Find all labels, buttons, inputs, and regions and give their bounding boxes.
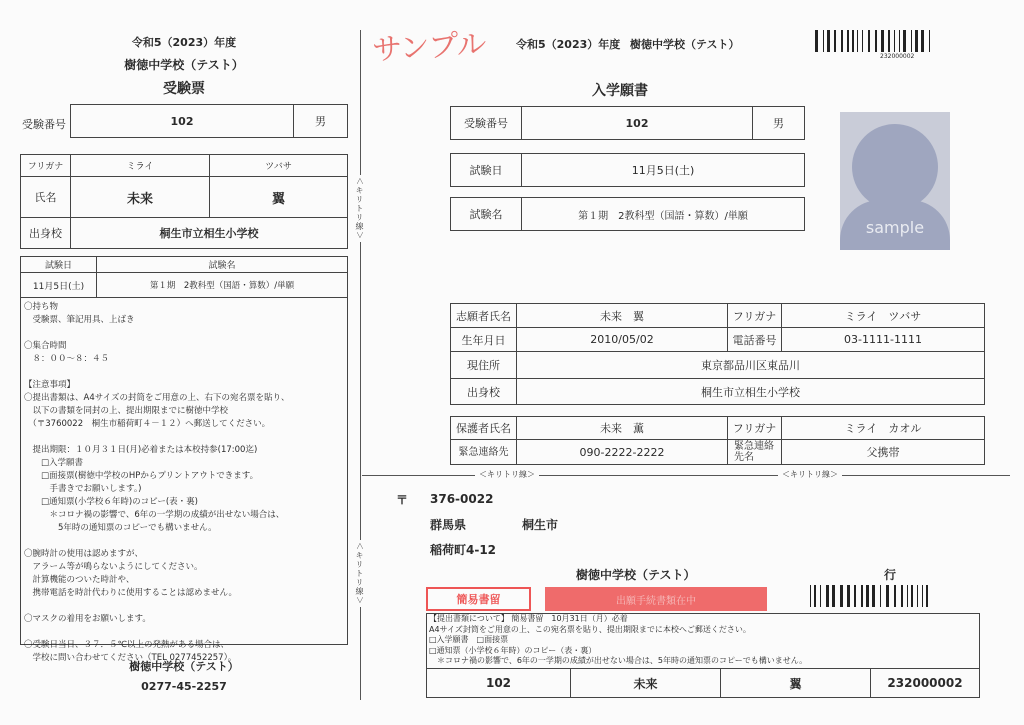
barcode-bar (914, 585, 916, 607)
barcode-bar (812, 585, 813, 607)
dob-label: 生年月日 (450, 327, 517, 352)
postal-code: 376-0022 (430, 492, 494, 506)
mail-note-line: 【提出書類について】 簡易書留 10月31日（月）必着 (429, 614, 628, 623)
date-value: 11月5日(土) (20, 272, 97, 298)
barcode-bar (866, 585, 869, 607)
recipient-honorific: 行 (884, 568, 897, 582)
form-exam-label: 試験名 (450, 197, 522, 231)
name-last: 未来 (70, 176, 210, 218)
simple-registered-badge: 簡易書留 (426, 587, 531, 611)
guardian-label: 保護者氏名 (450, 416, 517, 440)
note-line: □面接票(樹徳中学校のHPからプリントアウトできます。 (24, 471, 259, 481)
note-line (24, 366, 290, 379)
barcode-bar (875, 30, 877, 52)
note-line: 計算機能のついた時計や、 (24, 575, 135, 585)
mail-note-line: A4サイズ封筒をご用意の上、この宛名票を貼り、提出期限までに本校へご郵送ください。 (429, 624, 751, 634)
note-line: ８：００～８：４５ (24, 354, 110, 364)
notes-text (24, 301, 290, 665)
barcode-bar (841, 30, 843, 52)
note-line (24, 327, 290, 340)
furigana-first: ツバサ (209, 154, 348, 177)
photo-head (852, 124, 938, 210)
form-school: 樹徳中学校（テスト） (630, 38, 740, 51)
barcode-bar (915, 30, 918, 52)
ticket-school: 樹徳中学校（テスト） (124, 58, 244, 72)
origin-label: 出身校 (20, 217, 71, 249)
cut-label-right: ＜キリトリ線＞ (778, 469, 842, 480)
barcode-bar (850, 30, 851, 52)
form-exam-number-label: 受験番号 (450, 106, 522, 140)
cut-label-upper: ＜キリトリ線＞ (355, 177, 364, 240)
barcode-bar (885, 30, 887, 52)
origin-value: 桐生市立相生小学校 (70, 217, 348, 249)
barcode-bar (888, 30, 890, 52)
barcode-bar (810, 585, 811, 607)
address-pref: 群馬県 (430, 518, 467, 532)
note-line: 5年時の通知票のコピーでも構いません。 (24, 523, 217, 533)
note-line: （〒3760022 桐生市稲荷町４－１２）へ郵送してください。 (24, 419, 271, 429)
barcode-bar (890, 585, 893, 607)
form-origin-value: 桐生市立相生小学校 (516, 378, 985, 405)
barcode-bar (913, 30, 914, 52)
barcode-bar (861, 585, 863, 607)
barcode-bar (817, 585, 819, 607)
note-line: 〇腕時計の使用は認めますが、 (24, 549, 144, 559)
barcode-bar (904, 585, 906, 607)
note-line: アラーム等が鳴らないようにしてください。 (24, 562, 203, 572)
form-exam-number: 102 (521, 106, 753, 140)
form-year: 令和5（2023）年度 (516, 38, 621, 51)
barcode-bar (903, 30, 906, 52)
barcode-bar (851, 585, 853, 607)
applicant-name: 未来 翼 (516, 303, 728, 328)
red-bar: 出願手続書類在中 (545, 587, 767, 611)
ticket-year: 令和5（2023）年度 (131, 36, 237, 49)
barcode-bar (891, 30, 893, 52)
note-line (24, 431, 290, 444)
horizontal-cut-line (362, 475, 1010, 476)
barcode-bar (929, 585, 930, 607)
barcode-bar (921, 30, 924, 52)
barcode-bar (931, 30, 934, 52)
barcode-bar (926, 585, 928, 607)
barcode-bar (815, 30, 818, 52)
barcode-bar (881, 30, 884, 52)
barcode-bar (929, 30, 930, 52)
mail-note-line: □入学願書 □面接票 (429, 635, 509, 644)
note-line: 手書きでお願いします。) (24, 484, 142, 494)
barcode-bar (822, 585, 825, 607)
footer-school: 樹徳中学校（テスト） (129, 660, 239, 673)
barcode-bar (878, 30, 880, 52)
recipient-school: 樹徳中学校（テスト） (576, 568, 696, 582)
barcode-bar (844, 30, 846, 52)
phone-value: 03-1111-1111 (781, 327, 985, 352)
barcode-bar (827, 30, 830, 52)
note-line: 受験票、筆記用具、上ばき (24, 315, 135, 325)
note-line: 〇受験日当日、３７．５℃以上の発熱がある場合は、 (24, 640, 230, 650)
emergency-label-text: 緊急連絡先 (458, 446, 509, 458)
mail-row-code: 232000002 (870, 668, 980, 698)
form-gender: 男 (752, 106, 805, 140)
footer-tel: 0277-45-2257 (141, 680, 227, 693)
barcode-bar (896, 30, 898, 52)
form-origin-label: 出身校 (450, 378, 517, 405)
barcode-bar (826, 585, 829, 607)
barcode-bar (864, 585, 865, 607)
barcode-number: 232000002 (880, 53, 915, 60)
barcode-bar (831, 30, 833, 52)
emergency-number: 090-2222-2222 (516, 439, 728, 465)
barcode-top (815, 30, 934, 52)
barcode-bar (872, 585, 875, 607)
mail-row-first-name: 翼 (720, 668, 871, 698)
emergency-name-label-text: 緊急連絡先名 (734, 441, 774, 463)
note-line (24, 535, 290, 548)
barcode-bar (917, 585, 918, 607)
barcode-bar (894, 585, 896, 607)
applicant-furigana-label: フリガナ (727, 303, 782, 328)
barcode-bar (899, 30, 900, 52)
barcode-bar (837, 30, 840, 52)
barcode-bar (925, 30, 928, 52)
barcode-bar (836, 585, 839, 607)
guardian-furigana: ミライ カオル (781, 416, 985, 440)
note-line: 〇集合時間 (24, 341, 67, 351)
barcode-bar (820, 585, 821, 607)
barcode-bar (830, 585, 831, 607)
form-date-label: 試験日 (450, 153, 522, 187)
mail-row-number: 102 (426, 668, 571, 698)
barcode-bar (924, 585, 925, 607)
note-line: 〇持ち物 (24, 302, 59, 312)
exam-name-value: 第１期 2教科型（国語・算数）/単願 (96, 272, 348, 298)
barcode-bar (857, 30, 858, 52)
guardian-name: 未来 薫 (516, 416, 728, 440)
barcode-bar (911, 585, 913, 607)
barcode-bar (857, 585, 860, 607)
note-line: 学校に問い合わせてください（TEL 0277452257）。 (24, 653, 237, 663)
barcode-bar (886, 585, 889, 607)
barcode-bar (907, 30, 910, 52)
barcode-bar (922, 585, 923, 607)
barcode-bar (859, 30, 861, 52)
barcode-bar (852, 30, 854, 52)
emergency-name: 父携帯 (781, 439, 985, 465)
mail-note-line: □通知票（小学校６年時）のコピー（表・裏） (429, 645, 597, 655)
barcode-bar (854, 585, 856, 607)
note-line: □通知票(小学校６年時)のコピー(表・裏) (24, 497, 198, 507)
emergency-name-label (727, 439, 782, 465)
barcode-bar (909, 585, 910, 607)
cut-label-lower: ＜キリトリ線＞ (355, 542, 364, 605)
furigana-label: フリガナ (20, 154, 71, 177)
address-value: 東京都品川区東品川 (516, 351, 985, 379)
barcode-bar (819, 30, 822, 52)
applicant-furigana: ミライ ツバサ (781, 303, 985, 328)
barcode-bar (825, 30, 826, 52)
address-city: 桐生市 (522, 518, 559, 532)
furigana-last: ミライ (70, 154, 210, 177)
note-line: □入学願書 (24, 458, 84, 468)
dob-value: 2010/05/02 (516, 327, 728, 352)
guardian-furigana-label: フリガナ (727, 416, 782, 440)
sample-stamp: サンプル (371, 27, 487, 68)
mail-row-last-name: 未来 (570, 668, 721, 698)
barcode-bar (919, 585, 921, 607)
barcode-bar (894, 30, 895, 52)
barcode-bar (823, 30, 824, 52)
barcode-bar (871, 30, 874, 52)
note-line: 以下の書類を同封の上、提出期限までに樹徳中学校 (24, 406, 229, 416)
photo-placeholder (840, 112, 950, 250)
gender-value: 男 (293, 104, 348, 138)
barcode-bar (882, 585, 885, 607)
barcode-bar (862, 30, 863, 52)
barcode-bar (870, 585, 871, 607)
barcode-bar (901, 30, 902, 52)
barcode-bar (844, 585, 846, 607)
note-line: 〇マスクの着用をお願いします。 (24, 614, 151, 624)
barcode-bar (864, 30, 867, 52)
barcode-bar (919, 30, 920, 52)
barcode-bar (911, 30, 912, 52)
barcode-bar (868, 30, 870, 52)
barcode-bar (847, 30, 849, 52)
exam-number-value: 102 (70, 104, 294, 138)
barcode-bar (847, 585, 850, 607)
mail-note-line: ＊コロナ禍の影響で、6年の一学期の成績が出せない場合は、5年時の通知票のコピーでも構いません。 (429, 656, 808, 665)
form-title: 入学願書 (592, 83, 648, 99)
exam-name-header: 試験名 (96, 256, 348, 273)
form-date: 11月5日(土) (521, 153, 805, 187)
mail-notes-text (429, 614, 807, 667)
emergency-label (450, 439, 517, 465)
phone-label: 電話番号 (727, 327, 782, 352)
note-line: 〇提出書類は、A4サイズの封筒をご用意の上、右下の宛名票を貼り、 (24, 393, 290, 403)
postal-mark: 〒 (396, 493, 409, 507)
note-line (24, 600, 290, 613)
photo-text: sample (865, 218, 925, 237)
barcode-bar (880, 585, 881, 607)
barcode-bar (832, 585, 835, 607)
note-line: ＊コロナ禍の影響で、6年の一学期の成績が出せない場合は、 (24, 510, 285, 520)
note-line: 携帯電話を時計代わりに使用することは認めません。 (24, 588, 238, 598)
name-first: 翼 (209, 176, 348, 218)
barcode-bar (897, 585, 900, 607)
barcode-bar (901, 585, 903, 607)
barcode-bar (834, 30, 836, 52)
barcode-bar (814, 585, 816, 607)
date-header: 試験日 (20, 256, 97, 273)
form-exam-name: 第１期 2教科型（国語・算数）/単願 (521, 197, 805, 231)
note-line (24, 626, 290, 639)
note-line: 【注意事項】 (24, 380, 76, 390)
cut-label-left: ＜キリトリ線＞ (475, 469, 539, 480)
barcode-bottom (810, 585, 930, 607)
note-line: 提出期限：１０月３１日(月)必着または本校持参(17:00迄) (24, 445, 258, 455)
barcode-bar (876, 585, 879, 607)
barcode-bar (840, 585, 843, 607)
ticket-title: 受験票 (163, 81, 205, 97)
barcode-bar (907, 585, 908, 607)
barcode-bar (855, 30, 856, 52)
name-label: 氏名 (20, 176, 71, 218)
exam-number-label: 受験番号 (22, 118, 66, 131)
address-street: 稲荷町4-12 (430, 543, 497, 557)
applicant-label: 志願者氏名 (450, 303, 517, 328)
address-label: 現住所 (450, 351, 517, 379)
